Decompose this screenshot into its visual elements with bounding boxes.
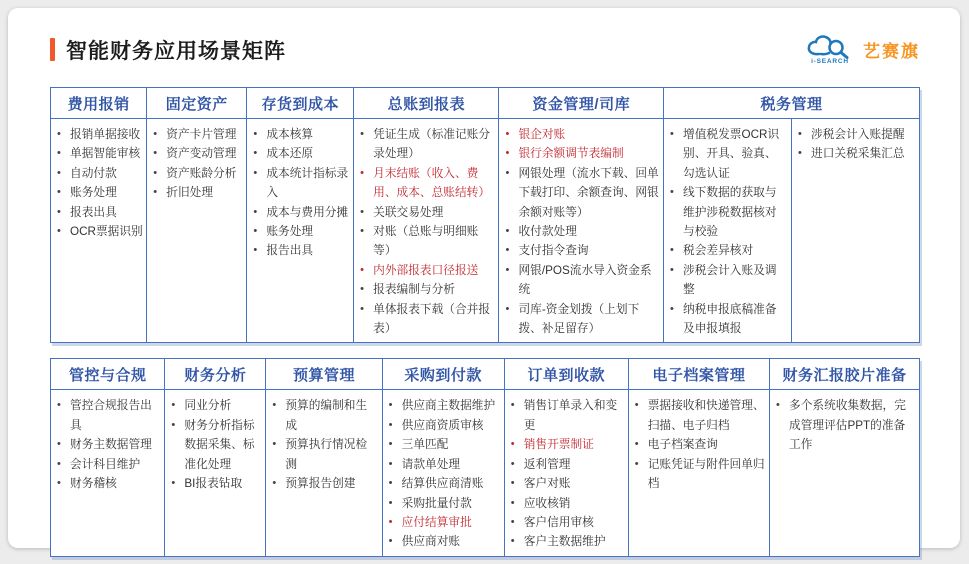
list-item-text: 自动付款	[70, 166, 117, 180]
list-item-text: 资产变动管理	[166, 147, 237, 161]
bullet-icon: •	[388, 418, 393, 431]
column-group	[505, 390, 628, 555]
list-item	[57, 474, 161, 493]
bullet-icon: •	[57, 399, 61, 412]
list-item	[153, 183, 243, 202]
list-item	[389, 474, 501, 493]
bullet-icon: •	[57, 457, 61, 470]
list-item-text: 管控合规报告出具	[70, 399, 152, 432]
column-body	[354, 119, 498, 342]
list-item	[360, 222, 495, 261]
bullet-icon: •	[57, 477, 61, 490]
bullet-icon: •	[388, 399, 393, 412]
list-item-text: 折旧处理	[166, 186, 214, 200]
list-item	[57, 435, 161, 454]
list-item-text: 客户信用审核	[523, 515, 594, 529]
list-item-text: OCR票据识别	[70, 225, 143, 239]
matrix-column	[164, 359, 265, 555]
list-item-text: 增值税发票OCR识别、开具、验真、勾选认证	[683, 128, 780, 180]
bullet-icon: •	[57, 205, 61, 218]
bullet-icon: •	[510, 399, 515, 412]
list-item-text: 涉税会计入账及调整	[683, 263, 777, 297]
bullet-icon: •	[171, 477, 176, 490]
list-item-text: 供应商主数据维护	[401, 399, 496, 413]
column-group	[629, 390, 769, 555]
list-item-text: 记账凭证与附件回单归档	[647, 457, 765, 491]
bullet-icon: •	[670, 263, 674, 276]
list-item-text: 采购批量付款	[401, 496, 472, 510]
column-body	[147, 119, 246, 342]
bullet-icon: •	[57, 166, 61, 179]
list-item	[505, 241, 660, 260]
column-header: 预算管理	[266, 359, 381, 390]
bullet-icon: •	[153, 186, 158, 199]
column-body	[266, 390, 381, 555]
list-item	[171, 474, 262, 493]
list-item-text: 账务处理	[266, 225, 314, 239]
bullet-icon: •	[510, 515, 515, 528]
list-item	[505, 164, 660, 222]
list-item	[505, 125, 660, 144]
list-item	[360, 203, 495, 222]
list-item	[153, 144, 243, 163]
list-item	[511, 435, 625, 454]
scenario-matrix-top	[50, 87, 920, 343]
bullet-icon: •	[272, 399, 277, 412]
list-item	[360, 280, 495, 299]
list-item	[57, 164, 143, 183]
list-item	[360, 164, 495, 203]
list-item-text: 销售开票制证	[523, 438, 594, 452]
column-header: 订单到收款	[505, 359, 628, 390]
list-item	[635, 396, 766, 435]
bullet-icon: •	[253, 128, 258, 140]
list-item	[360, 300, 495, 339]
bullet-icon: •	[505, 147, 510, 160]
page-title: 智能财务应用场景矩阵	[66, 39, 286, 63]
list-item-text: 供应商对账	[401, 535, 461, 549]
list-item	[505, 261, 660, 300]
column-body	[770, 390, 919, 555]
list-item	[253, 203, 350, 222]
logo-subtext: i-SEARCH	[811, 58, 849, 65]
list-item-text: 报销单据接收	[70, 128, 141, 141]
list-item-text: 报告出具	[266, 244, 314, 258]
list-item-text: 收付款处理	[518, 225, 577, 239]
column-header: 财务汇报胶片准备	[770, 359, 919, 390]
bullet-icon: •	[634, 457, 639, 470]
list-item	[153, 164, 243, 183]
list-item-text: 进口关税采集汇总	[811, 147, 905, 161]
list-item-text: 资产账龄分析	[166, 166, 237, 180]
list-item	[389, 396, 501, 415]
bullet-icon: •	[57, 438, 61, 451]
bullet-icon: •	[360, 263, 365, 276]
column-header: 财务分析	[165, 359, 265, 390]
list-item-text: 内外部报表口径报送	[373, 263, 479, 277]
bullet-icon: •	[505, 166, 510, 179]
bullet-icon: •	[272, 438, 277, 451]
list-item-text: 月末结账（收入、费用、成本、总账结转）	[373, 166, 491, 200]
bullet-icon: •	[505, 302, 510, 315]
list-item	[272, 435, 378, 474]
bullet-icon: •	[360, 302, 365, 315]
list-item	[635, 435, 766, 454]
column-header: 费用报销	[51, 88, 146, 119]
cloud-search-icon	[804, 34, 856, 65]
bullet-icon: •	[57, 186, 61, 199]
column-body	[51, 119, 146, 342]
list-item	[389, 435, 501, 454]
list-item-text: 财务主数据管理	[70, 438, 152, 452]
list-item	[57, 183, 143, 202]
list-item	[389, 494, 501, 513]
list-item	[57, 144, 143, 163]
bullet-icon: •	[171, 399, 176, 412]
column-body	[165, 390, 265, 555]
list-item	[798, 144, 916, 163]
list-item-text: 客户主数据维护	[523, 535, 606, 549]
list-item	[153, 125, 243, 144]
bullet-icon: •	[670, 244, 674, 257]
column-group	[499, 119, 663, 342]
brand-logo	[804, 34, 920, 65]
list-item-text: 成本核算	[266, 128, 314, 141]
list-item	[57, 125, 143, 144]
list-item-text: 关联交易处理	[373, 205, 444, 219]
bullet-icon: •	[634, 438, 639, 451]
list-item	[511, 455, 625, 474]
bullet-icon: •	[510, 496, 515, 509]
list-item	[253, 164, 350, 203]
bullet-icon: •	[510, 477, 515, 490]
bullet-icon: •	[388, 477, 393, 490]
column-group	[770, 390, 919, 555]
list-item	[511, 396, 625, 435]
column-header: 资金管理/司库	[499, 88, 663, 119]
column-body	[629, 390, 769, 555]
list-item	[360, 125, 495, 164]
bullet-icon: •	[253, 205, 258, 218]
list-item	[635, 455, 766, 494]
bullet-icon: •	[510, 535, 515, 548]
column-group	[664, 119, 791, 342]
list-item-text: 成本统计指标录入	[266, 166, 349, 200]
matrix-column	[146, 88, 246, 342]
bullet-icon: •	[253, 166, 258, 179]
slide-card	[8, 8, 960, 548]
list-item	[798, 125, 916, 144]
list-item-text: 凭证生成（标准记账分录处理）	[373, 128, 491, 161]
list-item-text: 银行余额调节表编制	[518, 147, 624, 161]
column-group	[383, 390, 504, 555]
bullet-icon: •	[272, 477, 277, 490]
bullet-icon: •	[253, 244, 258, 257]
scenario-matrix-bottom	[50, 358, 920, 556]
list-item-text: 票据接收和快递管理、扫描、电子归档	[647, 399, 765, 432]
list-item-text: 同业分析	[184, 399, 232, 413]
column-group	[354, 119, 498, 342]
bullet-icon: •	[670, 186, 674, 199]
bullet-icon: •	[505, 225, 510, 238]
list-item-text: 预算执行情况检测	[285, 438, 368, 471]
list-item	[511, 532, 625, 551]
list-item-text: 会计科目维护	[70, 457, 141, 471]
column-body	[499, 119, 663, 342]
list-item	[670, 183, 788, 241]
list-item	[670, 241, 788, 260]
list-item	[389, 532, 501, 551]
column-header: 电子档案管理	[629, 359, 769, 390]
list-item	[776, 396, 916, 454]
list-item-text: 账务处理	[70, 186, 117, 200]
list-item	[272, 474, 378, 493]
list-item	[253, 125, 350, 144]
bullet-icon: •	[670, 128, 674, 140]
bullet-icon: •	[798, 128, 802, 140]
list-item-text: 网银/POS流水导入资金系统	[518, 263, 652, 297]
list-item-text: 单体报表下载（合并报表）	[373, 302, 491, 336]
list-item-text: 财务稽核	[70, 477, 117, 491]
column-group	[51, 390, 164, 555]
matrix-column	[504, 359, 628, 555]
matrix-column	[628, 359, 769, 555]
list-item	[670, 125, 788, 183]
list-item-text: 成本与费用分摊	[266, 205, 349, 219]
list-item-text: 报表出具	[70, 205, 117, 219]
column-header: 管控与合规	[51, 359, 164, 390]
list-item-text: BI报表钻取	[184, 477, 243, 491]
list-item	[389, 416, 501, 435]
column-group	[266, 390, 381, 555]
column-body	[247, 119, 353, 342]
list-item-text: 请款单处理	[401, 457, 461, 471]
matrix-column	[498, 88, 663, 342]
bullet-icon: •	[388, 457, 393, 470]
bullet-icon: •	[360, 205, 365, 218]
list-item-text: 应付结算审批	[401, 515, 472, 529]
list-item	[360, 261, 495, 280]
list-item	[505, 144, 660, 163]
list-item-text: 成本还原	[266, 147, 314, 161]
list-item	[171, 416, 262, 474]
list-item-text: 司库-资金划拨（上划下拨、补足留存）	[518, 302, 640, 336]
bullet-icon: •	[153, 128, 158, 140]
matrix-column	[51, 359, 164, 555]
list-item-text: 客户对账	[523, 477, 571, 491]
list-item-text: 银企对账	[518, 128, 566, 141]
bullet-icon: •	[360, 283, 365, 296]
list-item-text: 财务分析指标数据采集、标准化处理	[184, 418, 255, 471]
list-item	[57, 455, 161, 474]
logo-brand-text: 艺赛旗	[863, 42, 920, 61]
matrix-column	[51, 88, 146, 342]
column-group	[147, 119, 246, 342]
list-item-text: 涉税会计入账提醒	[811, 128, 905, 141]
bullet-icon: •	[57, 128, 61, 140]
bullet-icon: •	[388, 515, 393, 528]
list-item-text: 结算供应商清账	[401, 477, 484, 491]
bullet-icon: •	[57, 225, 61, 238]
list-item-text: 纳税申报底稿准备及申报填报	[683, 302, 777, 336]
column-header: 固定资产	[147, 88, 246, 119]
bullet-icon: •	[388, 438, 393, 451]
list-item-text: 资产卡片管理	[166, 128, 237, 141]
column-group	[165, 390, 265, 555]
list-item	[670, 261, 788, 300]
list-item	[171, 396, 262, 415]
list-item-text: 销售订单录入和变更	[523, 399, 618, 432]
column-group	[791, 119, 919, 342]
list-item	[57, 396, 161, 435]
bullet-icon: •	[505, 244, 510, 257]
bullet-icon: •	[360, 128, 365, 140]
bullet-icon: •	[505, 128, 510, 140]
column-group	[247, 119, 353, 342]
bullet-icon: •	[510, 438, 515, 451]
list-item-text: 报表编制与分析	[373, 283, 455, 297]
list-item-text: 支付指令查询	[518, 244, 589, 258]
column-header: 存货到成本	[247, 88, 353, 119]
list-item-text: 返利管理	[523, 457, 571, 471]
column-header: 采购到付款	[383, 359, 504, 390]
matrix-column	[353, 88, 498, 342]
list-item-text: 对账（总账与明细账等）	[373, 225, 479, 258]
list-item-text: 三单匹配	[401, 438, 449, 452]
list-item	[505, 222, 660, 241]
bullet-icon: •	[57, 147, 61, 160]
bullet-icon: •	[505, 263, 510, 276]
matrix-column	[265, 359, 381, 555]
list-item	[57, 203, 143, 222]
bullet-icon: •	[360, 166, 365, 179]
list-item	[253, 144, 350, 163]
list-item-text: 网银处理（流水下载、回单下载打印、余额查询、网银余额对账等）	[518, 166, 659, 219]
matrix-column	[246, 88, 353, 342]
list-item-text: 预算报告创建	[285, 477, 356, 491]
list-item	[511, 474, 625, 493]
bullet-icon: •	[798, 147, 802, 160]
bullet-icon: •	[253, 225, 258, 238]
bullet-icon: •	[253, 147, 258, 160]
title-row	[50, 34, 920, 65]
list-item	[511, 513, 625, 532]
bullet-icon: •	[776, 399, 780, 412]
bullet-icon: •	[510, 457, 515, 470]
list-item	[389, 455, 501, 474]
list-item-text: 供应商资质审核	[401, 418, 484, 432]
column-body	[383, 390, 504, 555]
bullet-icon: •	[153, 166, 158, 179]
list-item-text: 电子档案查询	[647, 438, 718, 452]
list-item-text: 预算的编制和生成	[285, 399, 368, 432]
bullet-icon: •	[153, 147, 158, 160]
column-header: 税务管理	[664, 88, 919, 119]
list-item	[505, 300, 660, 339]
list-item	[57, 222, 143, 241]
list-item	[670, 300, 788, 339]
column-header: 总账到报表	[354, 88, 498, 119]
bullet-icon: •	[634, 399, 639, 412]
list-item	[253, 222, 350, 241]
bullet-icon: •	[388, 535, 393, 548]
matrix-column	[382, 359, 504, 555]
matrix-column	[769, 359, 919, 555]
column-group	[51, 119, 146, 342]
list-item-text: 线下数据的获取与维护涉税数据核对与校验	[683, 186, 777, 239]
column-body	[505, 390, 628, 555]
column-body	[664, 119, 919, 342]
title-accent-bar	[50, 38, 55, 61]
bullet-icon: •	[670, 302, 674, 315]
list-item-text: 税会差异核对	[683, 244, 754, 258]
list-item	[389, 513, 501, 532]
list-item-text: 多个系统收集数据，完成管理评估PPT的准备工作	[789, 399, 906, 452]
list-item-text: 应收核销	[523, 496, 571, 510]
column-body	[51, 390, 164, 555]
bullet-icon: •	[171, 418, 176, 431]
list-item-text: 单据智能审核	[70, 147, 141, 161]
list-item	[272, 396, 378, 435]
bullet-icon: •	[388, 496, 393, 509]
list-item	[253, 241, 350, 260]
bullet-icon: •	[360, 225, 365, 238]
matrix-column	[663, 88, 919, 342]
list-item	[511, 494, 625, 513]
